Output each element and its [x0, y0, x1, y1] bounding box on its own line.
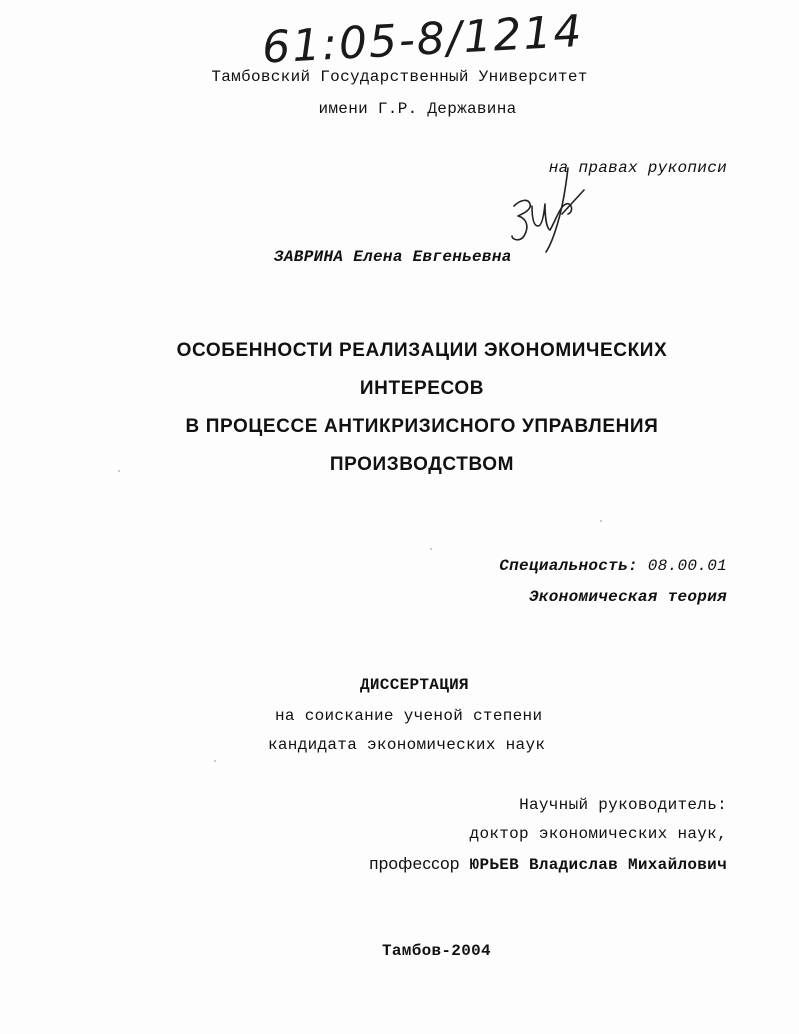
title-line-4: ПРОИЗВОДСТВОМ: [329, 454, 515, 475]
title-line-2: ИНТЕРЕСОВ: [359, 378, 485, 399]
supervisor-line: [369, 854, 727, 874]
specialty-name: Экономическая теория: [528, 588, 727, 606]
title-line-1: ОСОБЕННОСТИ РЕАЛИЗАЦИИ ЭКОНОМИЧЕСКИХ: [176, 340, 668, 361]
scan-speck: [214, 760, 216, 762]
supervisor-name: ЮРЬЕВ Владислав Михайлович: [469, 856, 727, 874]
university-line1: Тамбовский Государственный Университет: [211, 68, 588, 86]
footer-city-year: Тамбов-2004: [382, 942, 491, 960]
specialty-label: Специальность:: [499, 557, 638, 575]
author-name: ЗАВРИНА Елена Евгеньевна: [274, 248, 512, 266]
scan-speck: [430, 548, 432, 550]
supervisor-label: Научный руководитель:: [519, 796, 727, 814]
specialty-line: [499, 557, 727, 575]
university-line2: имени Г.Р. Державина: [318, 100, 517, 118]
archive-number-text: 61:05-8/1214: [260, 5, 585, 74]
dissertation-heading: ДИССЕРТАЦИЯ: [360, 676, 469, 694]
scan-speck: [118, 470, 120, 472]
supervisor-degree: доктор экономических наук,: [469, 825, 727, 843]
manuscript-note: на правах рукописи: [548, 159, 727, 177]
scan-speck: [600, 520, 602, 522]
specialty-code: 08.00.01: [647, 557, 727, 575]
supervisor-rank: профессор: [369, 854, 460, 873]
title-line-3: В ПРОЦЕССЕ АНТИКРИЗИСНОГО УПРАВЛЕНИЯ: [185, 416, 659, 437]
dissertation-line1: на соискание ученой степени: [275, 707, 543, 725]
dissertation-line2: кандидата экономических наук: [268, 736, 546, 754]
